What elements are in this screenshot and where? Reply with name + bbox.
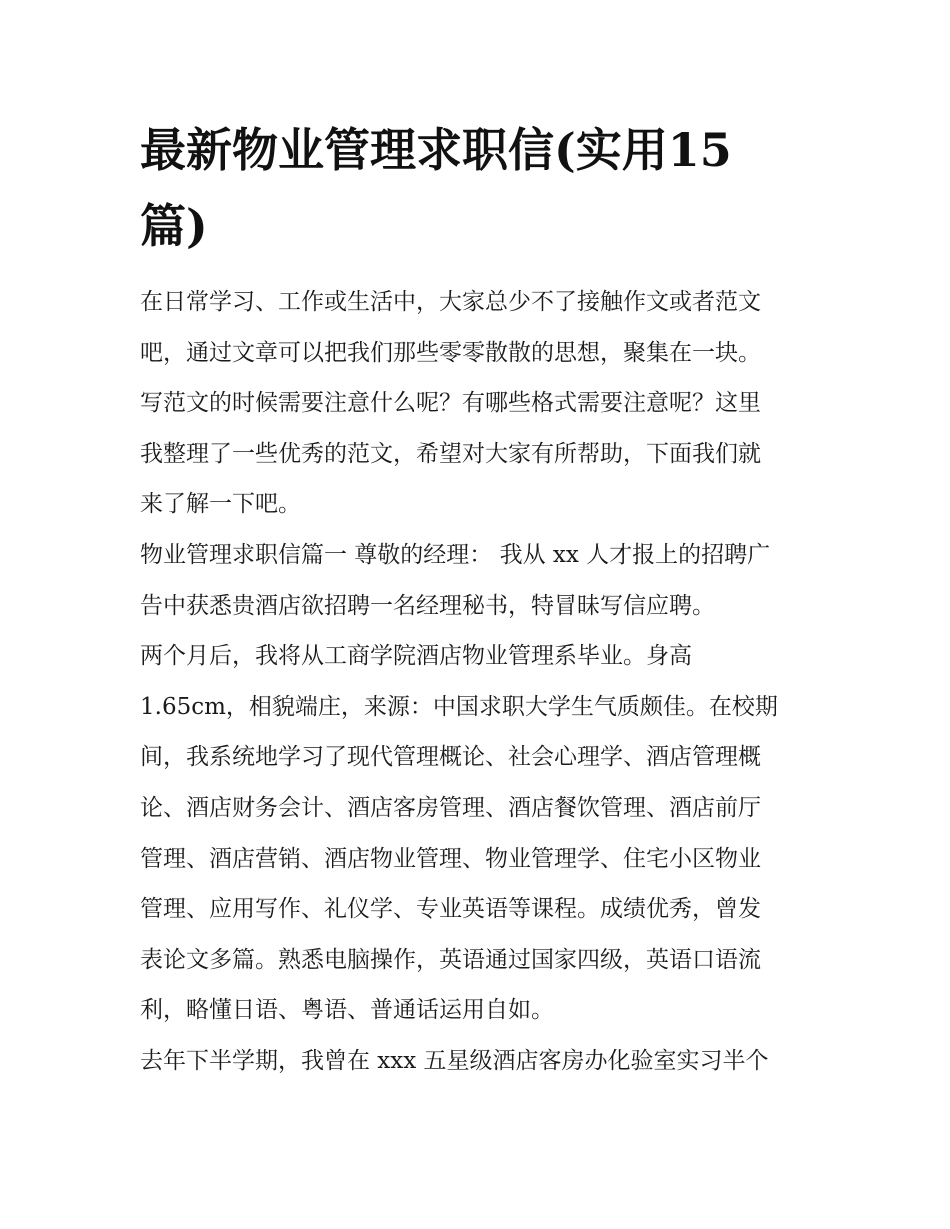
text-line: 在日常学习、工作或生活中，大家总少不了接触作文或者范文 xyxy=(140,289,761,315)
title-line: 最新物业管理求职信(实用15 xyxy=(140,123,732,177)
text-line: 两个月后，我将从工商学院酒店物业管理系毕业。身高 xyxy=(140,643,692,670)
paragraph-internship xyxy=(140,1036,820,1087)
text-line: 我整理了一些优秀的范文，希望对大家有所帮助，下面我们就 xyxy=(140,440,761,467)
text-line: 告中获悉贵酒店欲招聘一名经理秘书，特冒昧写信应聘。 xyxy=(140,592,715,619)
document-title xyxy=(140,112,820,264)
paragraph-qualifications xyxy=(140,631,820,1036)
text-line: 来了解一下吧。 xyxy=(140,491,301,518)
text-line: 吧，通过文章可以把我们那些零零散散的思想，聚集在一块。 xyxy=(140,339,761,366)
paragraph-letter-opening xyxy=(140,530,820,631)
text-line: 管理、应用写作、礼仪学、专业英语等课程。成绩优秀，曾发 xyxy=(140,896,761,923)
text-line: 间，我系统地学习了现代管理概论、社会心理学、酒店管理概 xyxy=(140,744,761,771)
text-line: 写范文的时候需要注意什么呢？有哪些格式需要注意呢？这里 xyxy=(140,390,761,417)
text-line: 1.65cm，相貌端庄，来源：中国求职大学生气质颇佳。在校期 xyxy=(140,693,778,720)
text-line: 利，略懂日语、粤语、普通话运用自如。 xyxy=(140,997,554,1024)
title-line: 篇) xyxy=(140,199,208,253)
text-line: 去年下半学期，我曾在 xxx 五星级酒店客房办化验室实习半个 xyxy=(140,1047,769,1074)
text-line: 表论文多篇。熟悉电脑操作，英语通过国家四级，英语口语流 xyxy=(140,946,761,973)
document-body xyxy=(140,277,820,1087)
paragraph-intro xyxy=(140,277,820,530)
text-line: 论、酒店财务会计、酒店客房管理、酒店餐饮管理、酒店前厅 xyxy=(140,794,761,821)
text-line: 物业管理求职信篇一 尊敬的经理： 我从 xx 人才报上的招聘广 xyxy=(140,541,771,568)
text-line: 管理、酒店营销、酒店物业管理、物业管理学、住宅小区物业 xyxy=(140,845,761,872)
